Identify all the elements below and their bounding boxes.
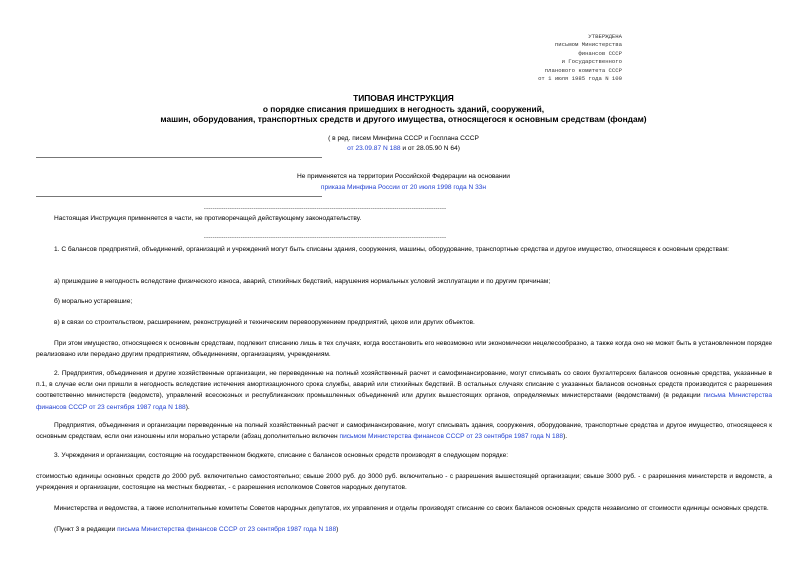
dashed-separator: ----------------------------------------------------------------------------------------------------------------: [203, 205, 447, 212]
applicability-notice: [0, 171, 807, 193]
notice-line: Не применяется на территории Российской Федерации на основании: [297, 173, 510, 180]
title-line: машин, оборудования, транспортных средств и другого имущества, относящегося к основным средствам (фондам): [160, 114, 647, 124]
document-title: [0, 93, 807, 125]
paragraph-3: 3. Учреждения и организации, состоящие на государственном бюджете, списание с балансов основных средств производят в следующем порядке:: [54, 452, 509, 459]
paragraph-2b: [36, 420, 772, 442]
paragraph-3c: [36, 524, 772, 535]
divider: [36, 196, 322, 197]
approval-line: от 1 июля 1985 года N 100: [538, 75, 622, 83]
approval-line: планового комитета СССР: [544, 66, 622, 74]
edition-line-2: [0, 144, 807, 154]
paragraph-2-link[interactable]: письма Министерства финансов СССР от 23 сентября 1987 года N 188: [36, 392, 772, 411]
paragraph-2-end: ).: [185, 403, 190, 411]
approval-line: УТВЕРЖДЕНА: [588, 33, 622, 40]
divider: [36, 157, 322, 158]
edition-line: ( в ред. писем Минфина СССР и Госплана СССР: [328, 135, 479, 142]
paragraph-2: [36, 368, 772, 413]
paragraph-2b-end: ).: [563, 433, 568, 441]
paragraph-3c-link[interactable]: письма Министерства финансов СССР от 23 сентября 1987 года N 188: [117, 526, 337, 533]
paragraph-2b-link[interactable]: письмом Министерства финансов СССР от 23 сентября 1987 года N 188: [339, 433, 564, 441]
paragraph-3c-end: ): [336, 526, 339, 533]
paragraph-2-text: 2. Предприятия, объединения и другие хозяйственные организации, не переведенные на полный хозяйственный расчет и самофинансирование, могут списывать со своих бухгалтерских балансов основные средства, указанные в п.1, в случае если они пришли в негодность вследствие истечения амортизационного срока службы, аварий или стихийных бедствий. В остальных случаях списание с указанных балансов основных средств производится с разрешения соответственно министерств (ведомств), управлений всесоюзных и республиканских промышленных объединений или других вышестоящих органов, определяемых министерствами (ведомствами) (в редакции: [36, 370, 772, 400]
paragraph-1c: в) в связи со строительством, расширением, реконструкцией и техническим перевооружением предприятий, цехов или других объектов.: [54, 319, 475, 326]
paragraph-1b: б) морально устаревшие;: [54, 298, 133, 305]
paragraph-3c-text: (Пункт 3 в редакции: [54, 526, 118, 533]
edition-rest: и от 28.05.90 N 64): [400, 144, 460, 152]
paragraph-3b: Министерства и ведомства, а также исполнительные комитеты Советов народных депутатов, их управления и отделы производят списание со своих балансов основных средств независимо от стоимости единицы основных средств.: [54, 505, 769, 512]
title-line: о порядке списания пришедших в негодность зданий, сооружений,: [262, 103, 545, 114]
paragraph-2b-text: Предприятия, объединения и организации переведенные на полный хозяйственный расчет и самофинансирование, могут списывать здания, сооружения, оборудование, транспортные средства и другое имущество, относящееся к основным средствам, если они изношены или морально устарели (абзац дополнительно включен: [36, 422, 772, 441]
edition-note: [0, 134, 807, 153]
approval-line: письмом Министерства: [554, 41, 622, 49]
approval-block: [502, 33, 622, 83]
paragraph-1d: При этом имущество, относящееся к основным средствам, подлежит списанию лишь в тех случаях, когда восстановить его невозможно или экономически нецелесообразно, а также когда оно не может быть в установленном порядке реализовано или передано другим предприятиям, объединениям, организациям, учреждениям.: [36, 340, 772, 359]
paragraph-1a: а) пришедшие в негодность вследствие физического износа, аварий, стихийных бедствий, нарушения нормальных условий эксплуатации и по другим причинам;: [54, 278, 551, 285]
intro-paragraph: Настоящая Инструкция применяется в части, не противоречащей действующему законодательству.: [54, 215, 362, 222]
title-line: ТИПОВАЯ ИНСТРУКЦИЯ: [353, 93, 454, 103]
paragraph-3a: стоимостью единицы основных средств до 2000 руб. включительно самостоятельно; свыше 2000 руб. до 3000 руб. включительно - с разрешения вышестоящей организации; свыше 3000 руб. - с разрешения министерств и ведомств, а учреждения и организации, состоящие на местных бюджетах, - с разрешения исполкомов Советов народных депутатов.: [36, 473, 772, 492]
notice-link[interactable]: приказа Минфина России от 20 июля 1998 года N 33н: [320, 184, 487, 191]
approval-line: финансов СССР: [578, 49, 622, 57]
edition-link[interactable]: от 23.09.87 N 188: [347, 144, 401, 152]
approval-line: и Государственного: [561, 58, 622, 66]
paragraph-1: 1. С балансов предприятий, объединений, организаций и учреждений могут быть списаны здания, сооружения, машины, оборудование, транспортные средства и другое имущество, относящееся к основным средствам:: [54, 246, 729, 253]
dashed-separator: ----------------------------------------------------------------------------------------------------------------: [203, 234, 447, 241]
